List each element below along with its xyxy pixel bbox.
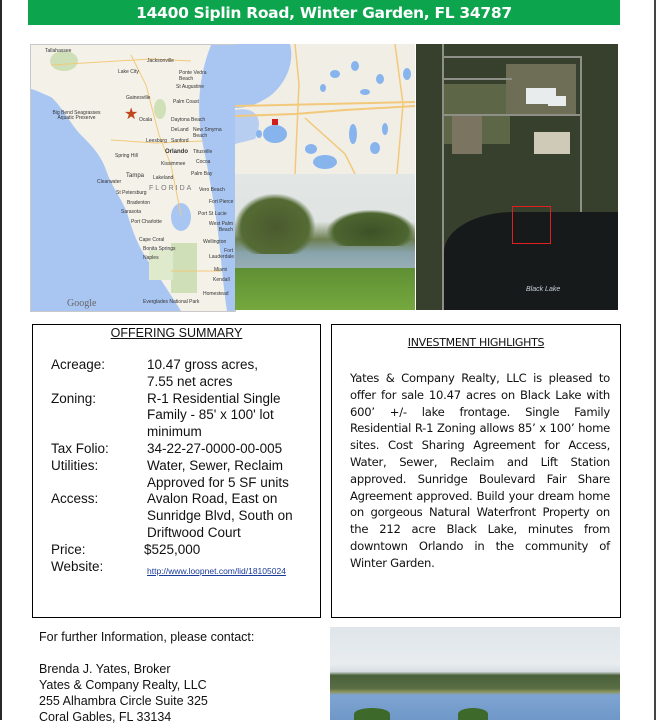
trees-right [327,210,415,246]
lake-shore-photo [235,174,415,310]
map-label: Big Bend Seagrasses Aquatic Preserve [52,110,101,121]
map-label: Sarasota [121,209,142,215]
aerial-satellite-image [416,44,618,310]
row-value-line: Water, Sewer, Reclaim [147,457,284,473]
map-label: Orlando [165,149,189,155]
summary-row-website [51,559,316,580]
contact-intro: For further Information, please contact: [39,630,255,644]
map-label: Lake City [118,69,139,75]
map-label: Tampa [126,173,145,179]
investment-highlights-body: Yates & Company Realty, LLC is pleased to offer for sale 10.47 acres on Black Lake with 600’ +/- lake frontage. Single Family Residential R-1 Zoning allows 85’ x 100’ home sites. Cost Sharing Agreement for Access, Water, Sewer, Reclaim and Lift Station approved. Sunridge Boulevard Fair Share Agreement approved. Build your dream home on gorgeous Natural Waterfront Property on the 212 acre Black Lake, minutes from downtown Orlando in the community of Winter Garden. [350,371,610,570]
summary-row-zoning [51,391,316,441]
contact-street: 255 Alhambra Circle Suite 325 [39,694,208,708]
map-label: Fort Pierce [209,199,234,205]
road [580,56,582,218]
location-marker-icon [272,119,278,125]
investment-highlights-box [331,324,621,618]
row-value [147,458,316,492]
map-label: Ponte Vedra Beach [179,70,207,82]
row-value-line: R-1 Residential Single [147,390,281,406]
row-label: Price: [51,541,86,557]
row-value-line: Driftwood Court [147,524,241,540]
road [442,56,582,58]
offering-summary-rows [51,357,316,579]
contact-company: Yates & Company Realty, LLC [39,678,207,692]
regional-map-image [235,44,415,174]
page-edge-left [0,0,2,720]
trees-left [235,194,315,254]
map-label: Wellington [203,239,227,245]
map-label: Clearwater [97,179,122,185]
map-label: Naples [143,255,159,261]
row-label: Utilities: [51,457,99,473]
row-value [147,559,316,580]
florida-map-image [30,44,236,312]
map-label: FLORIDA [149,185,194,192]
property-outline-marker [512,206,551,244]
row-value-line: 7.55 net acres [147,373,233,389]
star-icon: ★ [124,106,139,123]
spacer [39,645,254,661]
map-label: Palm Coast [173,99,199,105]
map-label: Jacksonville [147,58,174,64]
map-label: DeLand [171,127,189,133]
row-value-line: Approved for 5 SF units [147,474,289,490]
row-value-line: minimum [147,424,202,440]
map-label: Port Charlotte [131,219,162,225]
road [442,114,582,116]
map-label: Sanford [171,138,189,144]
offering-summary-title: OFFERING SUMMARY [110,326,243,340]
row-value [147,357,316,391]
row-value-line: Avalon Road, East on [147,491,278,507]
map-label: Homestead [203,291,229,297]
row-value [144,542,316,559]
map-label: Gainesville [126,95,151,101]
website-link[interactable]: http://www.loopnet.com/lid/18105024 [147,565,286,576]
row-value-line: 34-22-27-0000-00-005 [147,440,283,456]
row-value [147,391,316,441]
row-label: Zoning: [51,390,97,406]
map-label: Kissimmee [161,161,186,167]
map-label: Fort Lauderdale [209,248,235,260]
map-label: St Augustine [176,84,205,90]
map-label: Leesburg [146,138,167,144]
field-area [452,114,482,154]
map-label: Bonita Springs [143,246,176,252]
map-label: West Palm Beach [208,221,233,233]
google-attribution: Google [67,298,97,309]
map-label: Spring Hill [115,153,138,159]
row-label: Acreage: [51,357,106,372]
map-label: Ocala [139,117,153,123]
summary-row-price [51,542,316,559]
map-label: Kendall [213,277,230,283]
map-label: Everglades National Park [143,299,200,305]
regional-map-drawing [235,44,415,174]
map-label: Vero Beach [199,187,225,193]
row-value [147,491,316,541]
map-label: St Petersburg [116,190,147,196]
map-label: Daytona Beach [171,117,206,123]
summary-row-utilities [51,458,316,492]
price-value: $525,000 [144,541,201,557]
contact-city: Coral Gables, FL 33134 [39,710,172,724]
investment-highlights-title: INVESTMENT HIGHLIGHTS [407,336,545,349]
shrub [458,708,488,720]
contact-name: Brenda J. Yates, Broker [39,662,171,676]
contact-block [39,629,254,725]
road [442,78,512,80]
school-building [548,96,566,106]
clearing-area [534,132,570,154]
summary-row-access [51,491,316,541]
map-label: Tallahassee [45,48,72,54]
property-address-banner: 14400 Siplin Road, Winter Garden, FL 34787 [28,0,620,25]
shrub [354,708,390,720]
map-label: Lakeland [153,175,174,181]
map-label: New Smyrna Beach [193,127,222,139]
offering-summary-box [32,324,321,618]
map-label: Port St Lucie [198,211,227,217]
map-label: Miami [214,267,228,273]
row-value [147,441,316,458]
black-lake-panorama-photo [330,627,620,720]
lake-label: Black Lake [526,286,561,293]
summary-row-tax-folio [51,441,316,458]
row-value-line: 10.47 gross acres, [147,357,259,372]
map-label: Cocoa [196,159,211,165]
map-label: Bradenton [127,200,151,206]
map-label: Palm Bay [191,171,213,177]
row-label: Access: [51,491,99,507]
row-label: Website: [51,558,104,574]
row-label: Tax Folio: [51,440,109,456]
map-label: Cape Coral [139,237,165,243]
summary-row-acreage [51,357,316,391]
row-value-line: Family - 85' x 100' lot [147,407,274,423]
map-label: Titusville [193,149,213,155]
row-value-line: Sunridge Blvd, South on [147,508,293,524]
grass-foreground [235,268,415,310]
